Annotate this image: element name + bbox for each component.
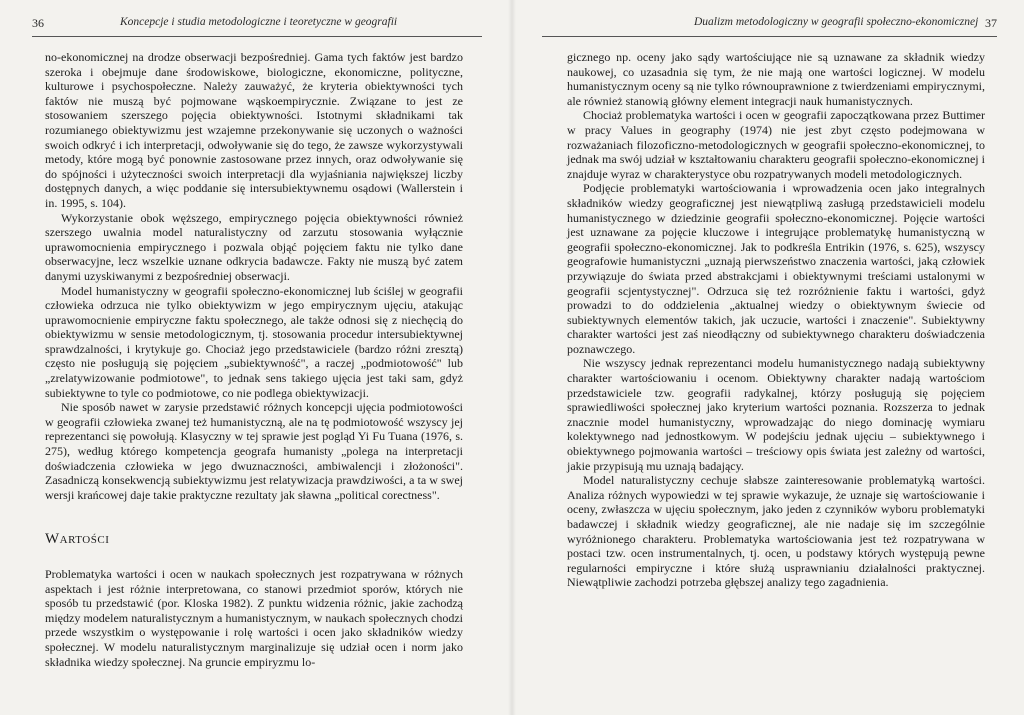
right-page-number: 37 xyxy=(985,16,997,30)
paragraph: gicznego np. oceny jako sądy wartościujące nie są uznawane za składnik wiedzy naukowej, co uzasadnia się tym, że nie mają one wartości logicznej. W modelu humanistycznym oceny są nie tylko równouprawnione z twierdzeniami empirycznymi, ale również stanowią główny element integracji nauk humanistycznych. xyxy=(567,50,985,108)
right-page-body xyxy=(567,50,985,590)
paragraph: Podjęcie problematyki wartościowania i wprowadzenia ocen jako integralnych składników wiedzy geograficznej jest niewątpliwą zasługą przedstawicieli modelu humanistycznego w dziedzinie geografii społeczno-ekonomicznej. Pojęcie wartości jest uznawane za pojęcie kluczowe i integrujące problematykę humanistyczną w geografii społeczno-ekonomicznej. Jak to podkreśla Entrikin (1976, s. 625), wszyscy geografowie humanistyczni „uznają pierwszeństwo znaczenia wartości, jaką człowiek przywiązuje do świata przed abstrakcjami i obiektywnymi treściami ustalonymi w geografii scjentystycznej". Odrzuca się też rozróżnienie faktu i wartości, gdyż prowadzi to do oddzielenia „aktualnej wiedzy o obiektywnym świecie od subiektywnych elementów takich, jak uczucie, wartości i znaczenie". Subiektywny charakter wartości jest zaś nieodłączny od subiektywnego charakteru doświadczenia poznawczego. xyxy=(567,181,985,356)
paragraph: Problematyka wartości i ocen w naukach społecznych jest rozpatrywana w różnych aspektach i jest różnie interpretowana, co stanowi przedmiot sporów, których nie sposób tu przedstawić (por. Kloska 1982). Z punktu widzenia różnic, jakie zachodzą między modelem naturalistycznym a humanistycznym, w naukach społecznych chodzi przede wszystkim o występowanie i rolę wartości i ocen jako składników wiedzy społecznej. W modelu naturalistycznym marginalizuje się udział ocen i norm jako składnika wiedzy społecznej. Na gruncie empiryzmu lo- xyxy=(45,567,463,669)
paragraph: Nie sposób nawet w zarysie przedstawić różnych koncepcji ujęcia podmiotowości w geografii człowieka zwanej też humanistyczną, ale na tę podmiotowość wszyscy jej reprezentanci się powołują. Klasyczny w tej sprawie jest pogląd Yi Fu Tuana (1976, s. 275), według którego kompetencja geografa humanisty „polega na interpretacji doświadczenia człowieka w jego dwuznaczności, ambiwalencji i złożoności". Zasadniczą konsekwencją subiektywizmu jest relatywizacja prawdziwości, a ta w swej wersji krańcowej daje takie praktyczne rezultaty jak sławna „political corectness". xyxy=(45,400,463,502)
left-page-number: 36 xyxy=(32,16,44,30)
section-title: Wartości xyxy=(45,531,110,548)
right-running-head: Dualizm metodologiczny w geografii społeczno-ekonomicznej xyxy=(694,16,979,28)
paragraph: Chociaż problematyka wartości i ocen w geografii zapoczątkowana przez Buttimer w pracy Values in geography (1974) nie jest zbyt często podejmowana w rozważaniach filozoficzno-metodologicznych w geografii społeczno-ekonomicznej, to jednak ma swój udział w kształtowaniu charakteru geografii społeczno-ekonomicznej i znajduje wyraz w charakterystyce obu rozpatrywanych modeli metodologicznych. xyxy=(567,108,985,181)
left-page-body xyxy=(45,50,463,669)
right-page-header xyxy=(542,16,997,34)
right-page xyxy=(512,0,1024,715)
left-page-header xyxy=(32,16,482,34)
paragraph: Nie wszyscy jednak reprezentanci modelu humanistycznego nadają subiektywny charakter wartościowaniu i ocenom. Obiektywny charakter nadają wartościom przedstawiciele tzw. geografii radykalnej, którzy posługują się pojęciem sprawiedliwości społecznej jako kryterium wartości poznania. Rozszerza to jednak znacznie model humanistyczny, wprowadzając do niego dominację wymiaru kolektywnego nad jednostkowym. W podejściu jednak ujęciu – subiektywnego i obiektywnego pojmowania wartości – treściowy opis świata jest zależny od wartości, jakie przypisują mu uznają badający. xyxy=(567,356,985,473)
paragraph: Wykorzystanie obok węższego, empirycznego pojęcia obiektywności również szerszego uwalnia model naturalistyczny od zarzutu stosowania wyłącznie uprawomocnienia empirycznego i pozwala objąć pojęciem faktu nie tylko dane obserwacyjne, lecz wszelkie uznane odkrycia badawcze. Fakty nie muszą być zatem danymi uzyskiwanymi z bezpośredniej obserwacji. xyxy=(45,210,463,283)
right-header-rule xyxy=(542,36,997,37)
left-running-head: Koncepcje i studia metodologiczne i teoretyczne w geografii xyxy=(120,16,398,28)
paragraph: Model humanistyczny w geografii społeczno-ekonomicznej lub ściślej w geografii człowieka odrzuca nie tylko obiektywizm w jego empirycznym ujęciu, atakując uprawomocnienie empiryczne faktu społecznego, ale także odnosi się z niechęcią do obiektywizmu w sensie metodologicznym, tj. stosowania procedur intersubiektywnej sprawdzalności, i krytykuje go. Chociaż jego przedstawiciele (bardzo różni zresztą) często nie posługują się pojęciem „subiektywność", a raczej „podmiotowość" lub „zrelatywizowanie podmiotowe", to jednak sens takiego ujęcia jest taki sam, gdyż subiektywne to tyle co podmiotowe, co nie podlega obiektywizacji. xyxy=(45,283,463,400)
paragraph: no-ekonomicznej na drodze obserwacji bezpośredniej. Gama tych faktów jest bardzo szeroka i obejmuje dane środowiskowe, biologiczne, ekonomiczne, polityczne, kulturowe i psychospołeczne. Należy zauważyć, że kryteria obiektywności tych faktów nie muszą być pojmowane wąskoempirycznie. Związane to jest ze stosowaniem szerszego pojęcia obiektywności. Istotnymi składnikami tak rozumianego obiektywizmu jest wzajemne przekonywanie się uczonych o ważności swoich odkryć i ich interpretacji, odwoływanie się do tego, że zawsze wykorzystywali metody, które mogą być ponownie zastosowane przez innych, oraz odwoływanie się do spójności i użyteczności swoich interpretacji dla wyjaśniania największej liczby dostępnych danych, a więc poddanie się intersubiektywnemu osądowi (Wallerstein i in. 1995, s. 104). xyxy=(45,50,463,210)
paragraph: Model naturalistyczny cechuje słabsze zainteresowanie problematyką wartości. Analiza różnych wypowiedzi w tej sprawie wykazuje, że uznaje się wartościowanie i oceny, zwłaszcza w ujęciu społecznym, jako jeden z czynników wyboru problematyki badawczej i składnik wiedzy geograficznej, ale nie nadaje się im szczególnie wyróżnionego charakteru. Problematyka wartościowania jest też rozpatrywana w postaci tzw. ocen instrumentalnych, tj. ocen, u podstawy których występują pewne regularności empiryczne i które służą usprawnianiu działalności praktycznej. Niewątpliwie zachodzi potrzeba głębszej analizy tego zagadnienia. xyxy=(567,473,985,590)
left-header-rule xyxy=(32,36,482,37)
